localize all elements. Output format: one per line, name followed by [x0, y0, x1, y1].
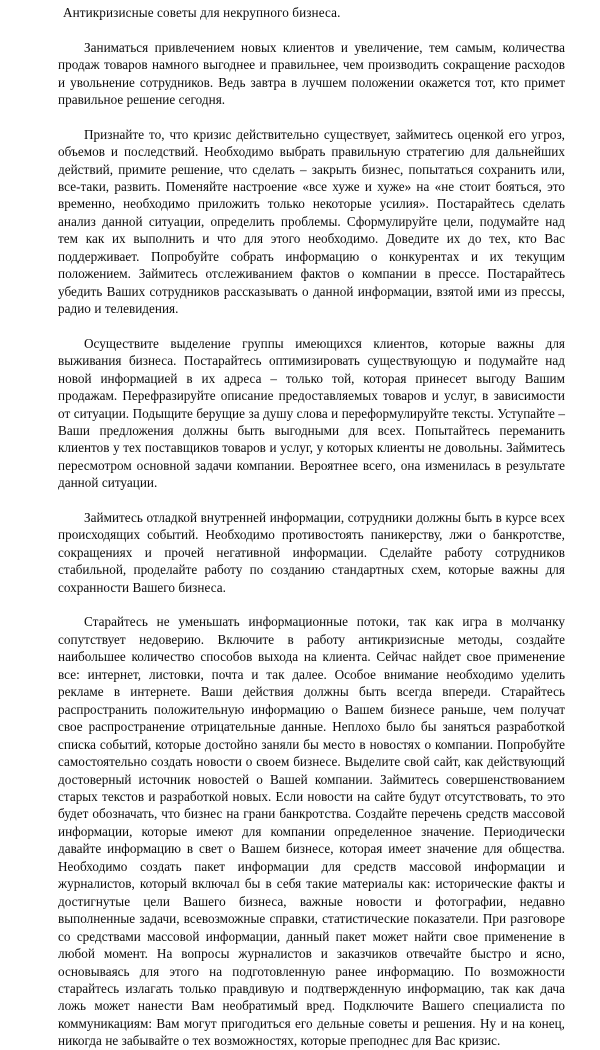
document-title: Антикризисные советы для некрупного бизнеса. — [63, 5, 341, 20]
paragraph-5: Старайтесь не уменьшать информационные потоки, так как игра в молчанку сопутствует недоверию. Включите в работу антикризисные методы, создайте наибольшее количество способов выхода на клиента. Сейчас найдет свое применение все: интернет, листовки, почта и так далее. Особое внимание необходимо уделить рекламе в интернете. Ваши действия должны быть всегда впереди. Старайтесь распространить положительную информацию о Вашем бизнесе раньше, чем получат свое распространение отрицательные данные. Неплохо было бы заняться разработкой списка событий, которые достойно заняли бы место в новостях о компании. Попробуйте самостоятельно создать новости о своем бизнесе. Выделите свой сайт, как действующий достоверный источник новостей о Вашей компании. Займитесь совершенствованием старых текстов и разработкой новых. Если новости на сайте будут отсутствовать, то это будет обозначать, что бизнес на грани банкротства. Создайте перечень средств массовой информации, которые имеют для компании определенное значение. Периодически давайте информацию в свет о Вашем бизнесе, которая имеет значение для общества. Необходимо создать пакет информации для средств массовой информации и журналистов, который включал бы в себя такие материалы как: исторические факты и достигнутые цели Вашего бизнеса, важные новости и фотографии, недавно выполненные задачи, всевозможные справки, статистические показатели. При разговоре со средствами массовой информации, данный пакет может найти свое применение в любой момент. На вопросы журналистов и заказчиков отвечайте быстро и ясно, основываясь для этого на подготовленную ранее информацию. По возможности старайтесь излагать только правдивую и подтвержденную информацию, так как дача ложь может нанести Вам необратимый вред. Подключите Вашего специалиста по коммуникациям: Вам могут пригодиться его дельные советы и решения. Ну и на конец, никогда не забывайте о тех возможностях, которые преподнес для Вас кризис. — [58, 614, 565, 1049]
paragraph-spacer-4 — [58, 596, 565, 613]
paragraph-spacer-1 — [58, 108, 565, 125]
paragraph-spacer-2 — [58, 318, 565, 335]
paragraph-3: Осуществите выделение группы имеющихся клиентов, которые важны для выживания бизнеса. Постарайтесь оптимизировать существующую и подумайте над новой информацией в их адреса – только той, которая принесет выгоду Вашим продажам. Перефразируйте описание предоставляемых товаров и услуг, в зависимости от ситуации. Подыщите берущие за душу слова и переформулируйте тексты. Уступайте – Ваши предложения должны быть выгодными для всех. Попытайтесь переманить клиентов у тех поставщиков товаров и услуг, у которых клиенты не довольны. Займитесь пересмотром основной задачи компании. Вероятнее всего, она изменилась в результате данной ситуации. — [58, 335, 565, 491]
paragraph-spacer-3 — [58, 492, 565, 509]
paragraph-2: Признайте то, что кризис действительно существует, займитесь оценкой его угроз, объемов и последствий. Необходимо выбрать правильную стратегию для дальнейших действий, примите решение, что сделать – закрыть бизнес, попытаться сохранить или, все-таки, развить. Поменяйте настроение «все хуже и хуже» на «не стоит бояться, это временно, необходимо приложить только некоторые усилия». Постарайтесь сделать анализ данной ситуации, определить проблемы. Сформулируйте цели, подумайте над тем как их выполнить и что для этого необходимо. Доведите их до тех, кто Вас поддерживает. Попробуйте собрать информацию о конкурентах и их текущим положением. Займитесь отслеживанием фактов о компании в прессе. Постарайтесь убедить Ваших сотрудников рассказывать о данной информации, взятой ими из прессы, радио и телевидения. — [58, 126, 565, 317]
paragraph-1: Заниматься привлечением новых клиентов и увеличение, тем самым, количества продаж товаров намного выгоднее и правильнее, чем производить сокращение расходов и увольнение сотрудников. Ведь завтра в лучшем положении окажется тот, кто примет правильное решение сегодня. — [58, 39, 565, 107]
paragraph-4: Займитесь отладкой внутренней информации, сотрудники должны быть в курсе всех происходящих событий. Необходимо противостоять паникерству, лжи о банкротстве, сокращениях и прочей негативной информации. Сделайте работу сотрудников стабильной, проделайте работу по созданию стандартных схем, которые важны для сохранности Вашего бизнеса. — [58, 510, 565, 595]
title-spacer — [58, 21, 565, 38]
